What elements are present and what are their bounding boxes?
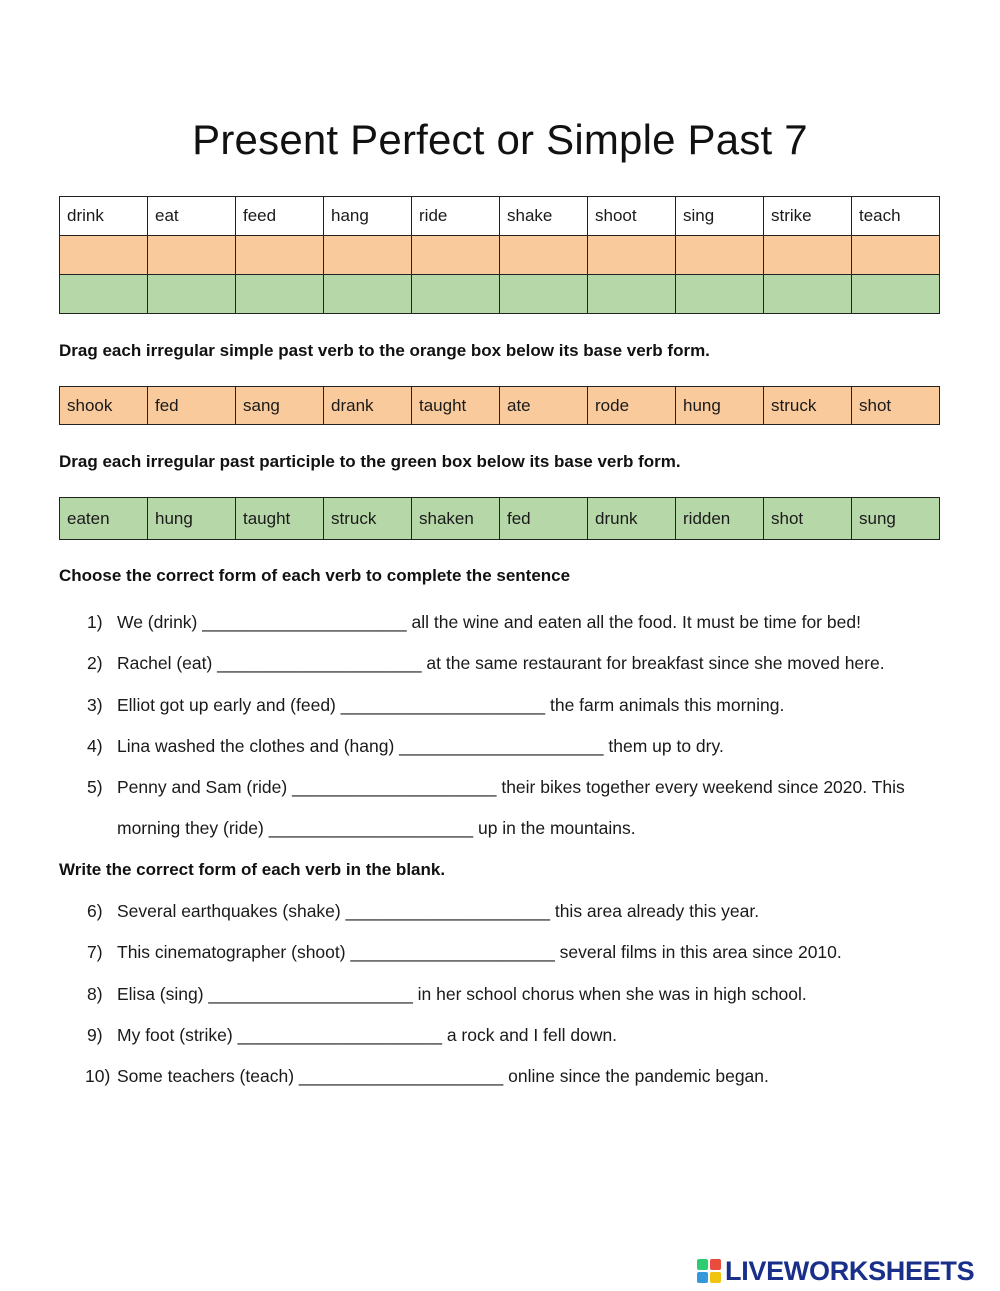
past-drop-box[interactable] (324, 236, 412, 275)
past-drop-box[interactable] (764, 236, 852, 275)
sentence-item (0, 734, 1000, 775)
base-verb-cell: teach (852, 197, 940, 236)
sentence-item (0, 1023, 1000, 1064)
sentence-text[interactable]: Rachel (eat) _____________________ at the same restaurant for breakfast since she moved here. (117, 653, 885, 674)
logo-block (697, 1272, 708, 1283)
participle-drop-box[interactable] (764, 275, 852, 314)
participle-drop-box[interactable] (500, 275, 588, 314)
participle-drop-box[interactable] (676, 275, 764, 314)
past-word-row (60, 387, 940, 425)
participle-drop-box[interactable] (412, 275, 500, 314)
sentence-text[interactable]: Several earthquakes (shake) _____________________ this area already this year. (117, 901, 760, 921)
base-verb-cell: hang (324, 197, 412, 236)
draggable-past-word[interactable]: shot (852, 387, 940, 425)
sentence-text[interactable]: Some teachers (teach) _____________________ online since the pandemic began. (117, 1066, 769, 1087)
sentence-text[interactable]: My foot (strike) _____________________ a rock and I fell down. (117, 1024, 618, 1045)
past-drop-box[interactable] (588, 236, 676, 275)
base-verb-cell: strike (764, 197, 852, 236)
base-verb-cell: sing (676, 197, 764, 236)
sentence-list-write (0, 899, 1000, 1105)
instruction-choose: Choose the correct form of each verb to complete the sentence (59, 566, 571, 585)
logo-block (697, 1259, 708, 1270)
logo-blocks-icon (697, 1259, 721, 1283)
base-verb-cell: eat (148, 197, 236, 236)
participle-drop-box[interactable] (236, 275, 324, 314)
sentence-text[interactable]: Penny and Sam (ride) _____________________ their bikes together every weekend since 2020. This (117, 777, 905, 798)
participle-drop-box[interactable] (852, 275, 940, 314)
draggable-past-word[interactable]: drank (324, 387, 412, 425)
draggable-past-word[interactable]: fed (148, 387, 236, 425)
base-verb-row (60, 197, 940, 236)
sentence-number: 2) (87, 653, 103, 674)
draggable-participle-word[interactable]: shaken (412, 498, 500, 540)
draggable-past-word[interactable]: rode (588, 387, 676, 425)
logo-block (710, 1259, 721, 1270)
past-drop-box[interactable] (236, 236, 324, 275)
draggable-past-word[interactable]: ate (500, 387, 588, 425)
verb-grid (59, 196, 940, 314)
draggable-participle-word[interactable]: fed (500, 498, 588, 540)
sentence-item-continuation (0, 816, 1000, 857)
sentence-item (0, 610, 1000, 651)
past-drop-box[interactable] (412, 236, 500, 275)
sentence-number: 1) (87, 612, 103, 632)
sentence-text[interactable]: morning they (ride) _____________________ up in the mountains. (117, 818, 636, 839)
base-verb-cell: ride (412, 197, 500, 236)
participle-drop-box[interactable] (588, 275, 676, 314)
sentence-text[interactable]: Elliot got up early and (feed) _____________________ the farm animals this morning. (117, 694, 785, 715)
sentence-number: 8) (87, 983, 103, 1004)
draggable-participle-word[interactable]: struck (324, 498, 412, 540)
base-verb-cell: drink (60, 197, 148, 236)
sentence-number: 9) (87, 1024, 103, 1045)
past-drop-box[interactable] (852, 236, 940, 275)
sentence-number: 5) (87, 777, 103, 798)
past-drop-box[interactable] (148, 236, 236, 275)
past-word-bank (59, 386, 940, 425)
draggable-past-word[interactable]: struck (764, 387, 852, 425)
participle-drop-row (60, 275, 940, 314)
past-drop-box[interactable] (676, 236, 764, 275)
past-drop-box[interactable] (60, 236, 148, 275)
page-title: Present Perfect or Simple Past 7 (192, 116, 808, 163)
draggable-participle-word[interactable]: taught (236, 498, 324, 540)
participle-word-bank (59, 497, 940, 540)
sentence-text[interactable]: Lina washed the clothes and (hang) _____________________ them up to dry. (117, 735, 724, 756)
sentence-item (0, 693, 1000, 734)
sentence-number: 6) (87, 901, 103, 921)
draggable-participle-word[interactable]: ridden (676, 498, 764, 540)
participle-word-row (60, 498, 940, 540)
draggable-past-word[interactable]: sang (236, 387, 324, 425)
sentence-item (0, 651, 1000, 692)
sentence-item (0, 899, 1000, 940)
draggable-past-word[interactable]: hung (676, 387, 764, 425)
draggable-participle-word[interactable]: drunk (588, 498, 676, 540)
sentence-number: 4) (87, 735, 103, 756)
draggable-past-word[interactable]: shook (60, 387, 148, 425)
sentence-item (0, 982, 1000, 1023)
draggable-participle-word[interactable]: hung (148, 498, 236, 540)
instruction-past: Drag each irregular simple past verb to the orange box below its base verb form. (59, 341, 710, 360)
draggable-participle-word[interactable]: shot (764, 498, 852, 540)
sentence-number: 7) (87, 942, 103, 963)
sentence-list-choose (0, 610, 1000, 858)
participle-drop-box[interactable] (148, 275, 236, 314)
participle-drop-box[interactable] (324, 275, 412, 314)
draggable-participle-word[interactable]: sung (852, 498, 940, 540)
sentence-number: 3) (87, 694, 103, 715)
sentence-item (0, 1064, 1000, 1105)
liveworksheets-logo (697, 1256, 974, 1286)
logo-text: LIVEWORKSHEETS (725, 1255, 975, 1286)
sentence-item (0, 775, 1000, 816)
draggable-participle-word[interactable]: eaten (60, 498, 148, 540)
logo-block (710, 1272, 721, 1283)
base-verb-cell: shake (500, 197, 588, 236)
draggable-past-word[interactable]: taught (412, 387, 500, 425)
base-verb-cell: shoot (588, 197, 676, 236)
sentence-number: 10) (85, 1066, 111, 1087)
past-drop-box[interactable] (500, 236, 588, 275)
base-verb-cell: feed (236, 197, 324, 236)
sentence-text[interactable]: This cinematographer (shoot) _____________________ several films in this area since 2010. (117, 942, 842, 963)
sentence-text[interactable]: We (drink) _____________________ all the wine and eaten all the food. It must be time for bed! (117, 612, 861, 632)
participle-drop-box[interactable] (60, 275, 148, 314)
sentence-text[interactable]: Elisa (sing) _____________________ in her school chorus when she was in high school. (117, 983, 807, 1004)
past-drop-row (60, 236, 940, 275)
sentence-item (0, 940, 1000, 981)
instruction-write: Write the correct form of each verb in the blank. (59, 860, 446, 879)
instruction-participle: Drag each irregular past participle to the green box below its base verb form. (59, 452, 681, 471)
